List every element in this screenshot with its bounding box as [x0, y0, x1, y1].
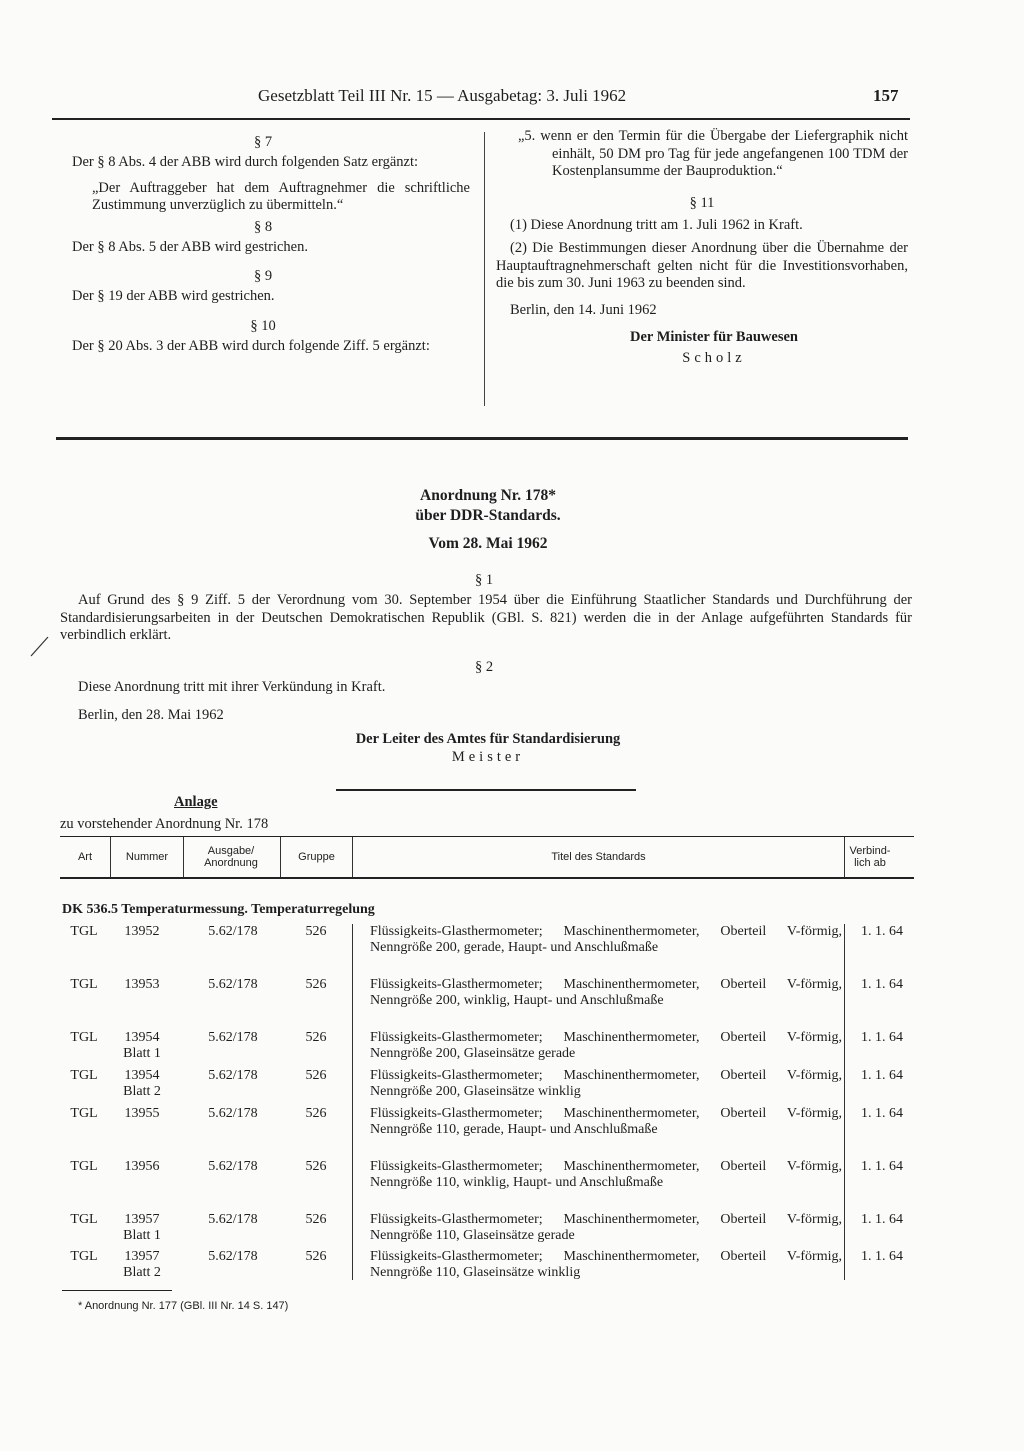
- cell-blatt: Blatt 1: [123, 1228, 161, 1243]
- short-rule: [336, 789, 636, 791]
- cell-ausgabe: 5.62/178: [208, 977, 258, 992]
- cell-gruppe: 526: [305, 977, 327, 992]
- cell-blatt: Blatt 1: [123, 1046, 161, 1061]
- cell-titel: Flüssigkeits-Glasthermometer; Maschinenthermometer, Oberteil V-förmig, Nenngröße 200, winklig, Haupt- und Anschlußmaße: [370, 977, 842, 1008]
- cell-art: TGL: [70, 924, 98, 939]
- cell-art: TGL: [70, 1249, 98, 1264]
- anordnung-section-1-heading: § 1: [474, 572, 494, 588]
- cell-verbindlich: 1. 1. 64: [861, 1106, 903, 1121]
- footnote-rule: [62, 1290, 172, 1291]
- anordnung-section-2-text: Diese Anordnung tritt mit ihrer Verkündung in Kraft.: [78, 679, 386, 695]
- cell-gruppe: 526: [305, 1212, 327, 1227]
- cell-titel: Flüssigkeits-Glasthermometer; Maschinenthermometer, Oberteil V-förmig, Nenngröße 110, winklig, Haupt- und Anschlußmaße: [370, 1159, 842, 1190]
- column-header-art: Art: [77, 851, 93, 863]
- cell-nummer: 13953: [124, 977, 160, 992]
- cell-gruppe: 526: [305, 1068, 327, 1083]
- section-10-text: Der § 20 Abs. 3 der ABB wird durch folgende Ziff. 5 ergänzt:: [72, 337, 430, 354]
- cell-gruppe: 526: [305, 1106, 327, 1121]
- col-divider-2: [183, 837, 184, 877]
- anordnung-date: Vom 28. Mai 1962: [428, 535, 548, 552]
- cell-ausgabe: 5.62/178: [208, 924, 258, 939]
- margin-mark-icon: [28, 634, 52, 660]
- cell-art: TGL: [70, 1068, 98, 1083]
- table-header-rule: [60, 877, 914, 879]
- section-7-quote: „Der Auftraggeber hat dem Auftragnehmer die schriftliche Zustimmung unverzüglich zu übermitteln.“: [92, 179, 470, 213]
- cell-ausgabe: 5.62/178: [208, 1159, 258, 1174]
- cell-nummer: [112, 1068, 172, 1100]
- cell-titel: Flüssigkeits-Glasthermometer; Maschinenthermometer, Oberteil V-förmig, Nenngröße 200, Glaseinsätze winklig: [370, 1068, 842, 1099]
- section-8-text: Der § 8 Abs. 5 der ABB wird gestrichen.: [72, 238, 308, 255]
- section-9-heading: § 9: [253, 268, 273, 284]
- right-column: [496, 128, 908, 367]
- cell-nummer-value: 13957: [124, 1212, 160, 1227]
- cell-verbindlich: 1. 1. 64: [861, 1068, 903, 1083]
- anordnung-section-2-heading: § 2: [474, 659, 494, 675]
- cell-art: TGL: [70, 1106, 98, 1121]
- body-divider-verbindlich: [844, 924, 845, 1280]
- cell-nummer-value: 13957: [124, 1249, 160, 1264]
- column-header-ausgabe: Ausgabe/ Anordnung: [204, 845, 258, 869]
- section-11-para-2: (2) Die Bestimmungen dieser Anordnung über die Übernahme der Hauptauftragnehmerschaft gelten nicht für die Investitionsvorhaben, die bis zum 30. Juni 1963 zu beenden sind.: [496, 240, 908, 291]
- cell-blatt: Blatt 2: [123, 1265, 161, 1280]
- cell-verbindlich: 1. 1. 64: [861, 1030, 903, 1045]
- cell-nummer: [112, 1249, 172, 1281]
- cell-nummer: 13956: [124, 1159, 160, 1174]
- footnote: * Anordnung Nr. 177 (GBl. III Nr. 14 S. 147): [78, 1300, 289, 1312]
- cell-ausgabe: 5.62/178: [208, 1030, 258, 1045]
- place-date: Berlin, den 14. Juni 1962: [510, 301, 657, 318]
- cell-art: TGL: [70, 1212, 98, 1227]
- cell-verbindlich: 1. 1. 64: [861, 1212, 903, 1227]
- item-5-text: „5. wenn er den Termin für die Übergabe der Liefergraphik nicht einhält, 50 DM pro Tag für jede angefangenen 100 TDM der Kostenplansumme der Bauproduktion.“: [518, 128, 908, 179]
- col-divider-5: [844, 837, 845, 877]
- cell-nummer-value: 13954: [124, 1030, 160, 1045]
- cell-verbindlich: 1. 1. 64: [861, 1159, 903, 1174]
- anlage-heading: Anlage: [174, 794, 218, 810]
- cell-art: TGL: [70, 1159, 98, 1174]
- column-header-nummer: Nummer: [125, 851, 169, 863]
- cell-nummer: [112, 1030, 172, 1062]
- cell-gruppe: 526: [305, 1030, 327, 1045]
- anordnung-place-date: Berlin, den 28. Mai 1962: [78, 707, 224, 723]
- anordnung-title-line-2: über DDR-Standards.: [415, 507, 561, 524]
- section-11-para-1: (1) Diese Anordnung tritt am 1. Juli 1962 in Kraft.: [510, 216, 803, 233]
- column-header-gruppe: Gruppe: [298, 851, 335, 863]
- cell-verbindlich: 1. 1. 64: [861, 977, 903, 992]
- cell-nummer: 13952: [124, 924, 160, 939]
- anordnung-signatory-name: Meister: [451, 749, 525, 765]
- cell-titel: Flüssigkeits-Glasthermometer; Maschinenthermometer, Oberteil V-förmig, Nenngröße 200, Glaseinsätze gerade: [370, 1030, 842, 1061]
- anordnung-title-line-1: Anordnung Nr. 178*: [420, 487, 556, 504]
- section-10-heading: § 10: [250, 317, 276, 334]
- section-7-text: Der § 8 Abs. 4 der ABB wird durch folgenden Satz ergänzt:: [72, 154, 419, 170]
- cell-art: TGL: [70, 977, 98, 992]
- anlage-subheading: zu vorstehender Anordnung Nr. 178: [60, 816, 269, 832]
- signatory-name: Scholz: [682, 349, 746, 366]
- cell-verbindlich: 1. 1. 64: [861, 924, 903, 939]
- anordnung-section-1-text: Auf Grund des § 9 Ziff. 5 der Verordnung vom 30. September 1954 über die Einführung Staatlicher Standards und Durchführung der Standardisierungsarbeiten in der Deutschen Demokratischen Republik (GBl. S. 821) werden die in der Anlage aufgeführten Standards für verbindlich erklärt.: [60, 592, 912, 643]
- column-header-verbindlich: Verbind- lich ab: [849, 845, 891, 869]
- cell-gruppe: 526: [305, 924, 327, 939]
- cell-titel: Flüssigkeits-Glasthermometer; Maschinenthermometer, Oberteil V-förmig, Nenngröße 110, gerade, Haupt- und Anschlußmaße: [370, 1106, 842, 1137]
- body-divider-titel: [352, 924, 353, 1280]
- gazette-title: Gesetzblatt Teil III Nr. 15 — Ausgabetag: 3. Juli 1962: [258, 86, 627, 105]
- cell-ausgabe: 5.62/178: [208, 1106, 258, 1121]
- signatory-title: Der Minister für Bauwesen: [630, 329, 798, 345]
- cell-nummer: [112, 1212, 172, 1244]
- header-rule: [52, 118, 910, 120]
- cell-blatt: Blatt 2: [123, 1084, 161, 1099]
- cell-nummer: 13955: [124, 1106, 160, 1121]
- cell-ausgabe: 5.62/178: [208, 1249, 258, 1264]
- cell-nummer-value: 13954: [124, 1068, 160, 1083]
- section-11-heading: § 11: [689, 194, 715, 211]
- column-divider: [484, 132, 485, 406]
- page-number: 157: [873, 86, 899, 105]
- page-header: [0, 86, 1024, 110]
- cell-titel: Flüssigkeits-Glasthermometer; Maschinenthermometer, Oberteil V-förmig, Nenngröße 110, Glaseinsätze winklig: [370, 1249, 842, 1280]
- table-group-heading: DK 536.5 Temperaturmessung. Temperaturregelung: [62, 902, 375, 917]
- section-9-text: Der § 19 der ABB wird gestrichen.: [72, 288, 275, 304]
- cell-titel: Flüssigkeits-Glasthermometer; Maschinenthermometer, Oberteil V-förmig, Nenngröße 110, Glaseinsätze gerade: [370, 1212, 842, 1243]
- anordnung-title: [0, 486, 976, 554]
- column-header-titel: Titel des Standards: [551, 851, 646, 863]
- cell-verbindlich: 1. 1. 64: [861, 1249, 903, 1264]
- left-column: [56, 134, 470, 355]
- cell-gruppe: 526: [305, 1249, 327, 1264]
- cell-art: TGL: [70, 1030, 98, 1045]
- cell-titel: Flüssigkeits-Glasthermometer; Maschinenthermometer, Oberteil V-förmig, Nenngröße 200, gerade, Haupt- und Anschlußmaße: [370, 924, 842, 955]
- section-7-heading: § 7: [253, 134, 273, 150]
- section-8-heading: § 8: [253, 218, 273, 235]
- cell-gruppe: 526: [305, 1159, 327, 1174]
- table-top-rule: [60, 836, 914, 837]
- cell-ausgabe: 5.62/178: [208, 1212, 258, 1227]
- cell-ausgabe: 5.62/178: [208, 1068, 258, 1083]
- anordnung-signatory-title: Der Leiter des Amtes für Standardisierung: [355, 731, 621, 747]
- section-separator: [56, 437, 908, 440]
